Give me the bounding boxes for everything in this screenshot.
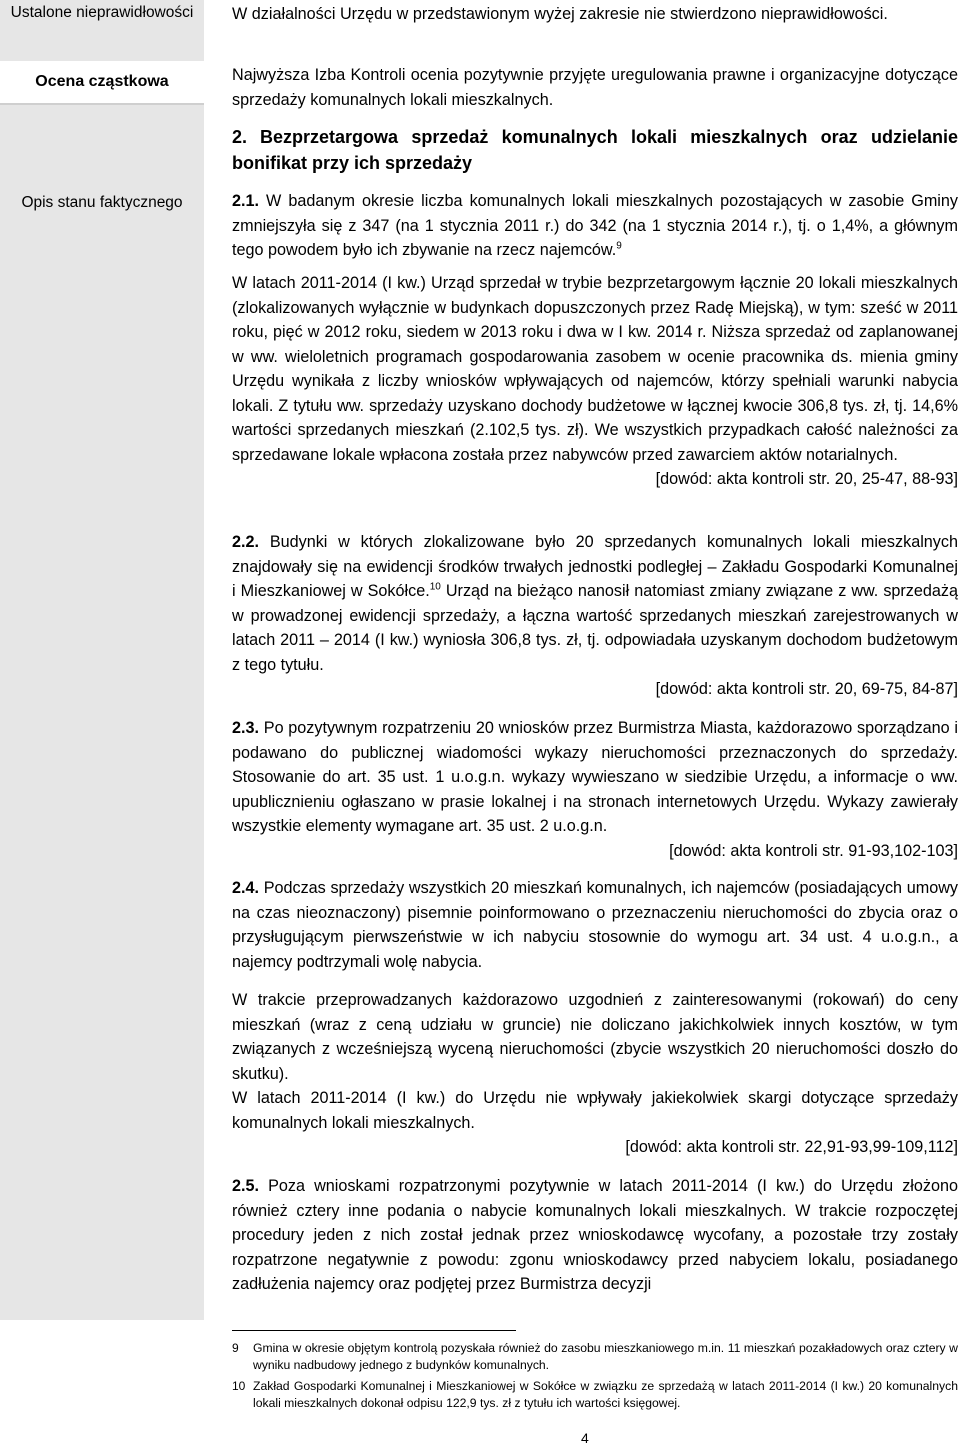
paragraph-number: 2.5. <box>232 1177 260 1195</box>
footnote-number: 9 <box>232 1341 239 1355</box>
paragraph-text: W latach 2011-2014 (I kw.) Urząd sprzedał w trybie bezprzetargowym łącznie 20 lokali mieszkalnych (zlokalizowanych wyłącznie w budynkach dopuszczonych przez Radę Miejską), w tym: sześć w 2011 roku, pięć w 2012 roku, siedem w 2013 roku i dwa w I kw. 2014 r. Niższa sprzedaż od zaplanowanej w ww. wieloletnich programach gospodarowania zasobem w ocenie pracownika ds. mienia gminy Urzędu wynikała z liczby wniosków wpływających od najemców, którzy spełniali warunki nabycia lokali. Z tytułu ww. sprzedaży uzyskano dochody budżetowe w łącznej kwocie 306,8 tys. zł, tj. 14,6% wartości sprzedanych mieszkań (2.102,5 tys. zł). We wszystkich przypadkach całość należności za sprzedawane lokale wpłacona została przez nabywców przed zawarciem aktów notarialnych. <box>232 274 958 464</box>
paragraph-text: Po pozytywnym rozpatrzeniu 20 wniosków przez Burmistrza Miasta, każdorazowo sporządzano i podawano do publicznej wiadomości wykazy nieruchomości przeznaczonych do sprzedaży. Stosowanie do art. 35 ust. 1 u.o.g.n. wykazy wywieszano w siedzibie Urzędu, a informacje o ww. upublicznieniu ogłaszano w prasie lokalnej i na stronach internetowych Urzędu. Wykazy zawierały wszystkie elementy wymagane art. 35 ust. 2 u.o.g.n. <box>232 719 959 835</box>
page-number: 4 <box>581 1430 589 1446</box>
evidence-reference: [dowód: akta kontroli str. 20, 69-75, 84-87] <box>655 680 958 698</box>
footnote-ref-9: 9 <box>616 240 622 252</box>
sidebar-label-facts-description: Opis stanu faktycznego <box>21 194 183 211</box>
footnote-text: Zakład Gospodarki Komunalnej i Mieszkaniowej w Sokółce w związku ze sprzedażą w latach 2011-2014 (I kw.) 20 komunalnych lokali mieszkalnych dokonał odpisu 122,9 tys. zł z tytułu ich wartości księgowej. <box>253 1379 958 1410</box>
paragraph-number: 2.3. <box>232 719 260 737</box>
paragraph-number: 2.2. <box>232 533 260 551</box>
section-heading <box>232 125 958 176</box>
paragraph-2-1 <box>232 189 958 263</box>
footnote-ref-10: 10 <box>429 581 441 593</box>
paragraph-number: 2.4. <box>232 879 260 897</box>
footnote-text: Gmina w okresie objętym kontrolą pozyskała również do zasobu mieszkaniowego m.in. 11 mieszkań pozakładowych oraz cztery w wyniku nadbudowy jednego z budynków komunalnych. <box>253 1341 958 1372</box>
section-number: 2. <box>232 127 248 147</box>
footnote-separator <box>232 1330 516 1331</box>
paragraph-2-4 <box>232 876 958 974</box>
paragraph-2-1-continued <box>232 271 958 492</box>
paragraph-text: Podczas sprzedaży wszystkich 20 mieszkań komunalnych, ich najemców (posiadających umowy na czas nieoznaczony) pisemnie poinformowano o przeznaczeniu nieruchomości do zbycia oraz o przysługującym pierwszeństwie w ich nabyciu stosownie do wymogu art. 34 ust. 4 u.o.g.n., a najemcy podtrzymali wolę nabycia. <box>232 879 958 971</box>
footnote-9 <box>232 1340 958 1374</box>
margin-sidebar <box>0 0 204 1320</box>
paragraph-text: W latach 2011-2014 (I kw.) do Urzędu nie wpływały jakiekolwiek skargi dotyczące sprzedaży komunalnych lokali mieszkalnych. <box>232 1089 958 1132</box>
paragraph-2-2 <box>232 530 958 702</box>
evidence-reference: [dowód: akta kontroli str. 91-93,102-103] <box>669 841 958 860</box>
intro-paragraph-1: W działalności Urzędu w przedstawionym wyżej zakresie nie stwierdzono nieprawidłowości. <box>232 5 888 23</box>
paragraph-2-5 <box>232 1174 958 1297</box>
evidence-reference: [dowód: akta kontroli str. 22,91-93,99-109,112] <box>625 1138 958 1156</box>
paragraph-text: Poza wnioskami rozpatrzonymi pozytywnie w latach 2011-2014 (I kw.) do Urzędu złożono również cztery inne podania o nabycie komunalnych lokali mieszkalnych. W trakcie rozpoczętej procedury jeden z nich został jednak przez wnioskodawcę wycofany, a pozostałe trzy zostały rozpatrzone negatywnie z powodu: zgonu wnioskodawcy przed nabyciem lokalu, posiadanego zadłużenia najemcy oraz podjętej przez Burmistrza decyzji <box>232 1177 959 1293</box>
paragraph-text-continued: Urząd na bieżąco nanosił natomiast zmiany związane z ww. sprzedażą w prowadzonej ewidencji sprzedaży, a łączna wartość sprzedanych mieszkań zarejestrowanych w latach 2011 – 2014 (I kw.) wyniosła 306,8 tys. zł, tj. odpowiadała uzyskanym dochodom budżetowym z tego tytułu. <box>232 582 959 674</box>
intro-paragraph-2: Najwyższa Izba Kontroli ocenia pozytywnie przyjęte uregulowania prawne i organizacyjne dotyczące sprzedaży komunalnych lokali mieszkalnych. <box>232 66 958 109</box>
paragraph-2-3 <box>232 716 958 863</box>
paragraph-2-4-negotiations: W trakcie przeprowadzanych każdorazowo uzgodnień z zainteresowanymi (rokowań) do ceny mieszkań (wraz z ceną udziału w gruncie) nie doliczano jakichkolwiek innych kosztów, w tym związanych z wcześniejszą wyceną nieruchomości (zbycie wszystkich 20 nieruchomości doszło do skutku). <box>232 991 958 1083</box>
sidebar-label-partial-assessment: Ocena cząstkowa <box>0 61 204 105</box>
evidence-reference: [dowód: akta kontroli str. 20, 25-47, 88-93] <box>655 470 958 488</box>
section-title: Bezprzetargowa sprzedaż komunalnych lokali mieszkalnych oraz udzielanie bonifikat przy ich sprzedaży <box>232 127 958 173</box>
footnote-10 <box>232 1378 958 1412</box>
paragraph-text: Budynki w których zlokalizowane było 20 sprzedanych komunalnych lokali mieszkalnych znajdowały się na ewidencji środków trwałych jednostki podległej – Zakładu Gospodarki Komunalnej i Mieszkaniowej w Sokółce. <box>232 533 958 600</box>
footnote-number: 10 <box>232 1379 246 1393</box>
paragraph-2-4-complaints <box>232 1086 958 1160</box>
paragraph-text: W badanym okresie liczba komunalnych lokali mieszkalnych pozostających w zasobie Gminy zmniejszyła się z 347 (na 1 stycznia 2011 r.) do 342 (na 1 stycznia 2014 r.), tj. o 1,4%, a głównym tego powodem było ich zbywanie na rzecz najemców. <box>232 192 958 259</box>
sidebar-label-irregularities: Ustalone nieprawidłowości <box>10 4 194 21</box>
paragraph-number: 2.1. <box>232 192 260 210</box>
